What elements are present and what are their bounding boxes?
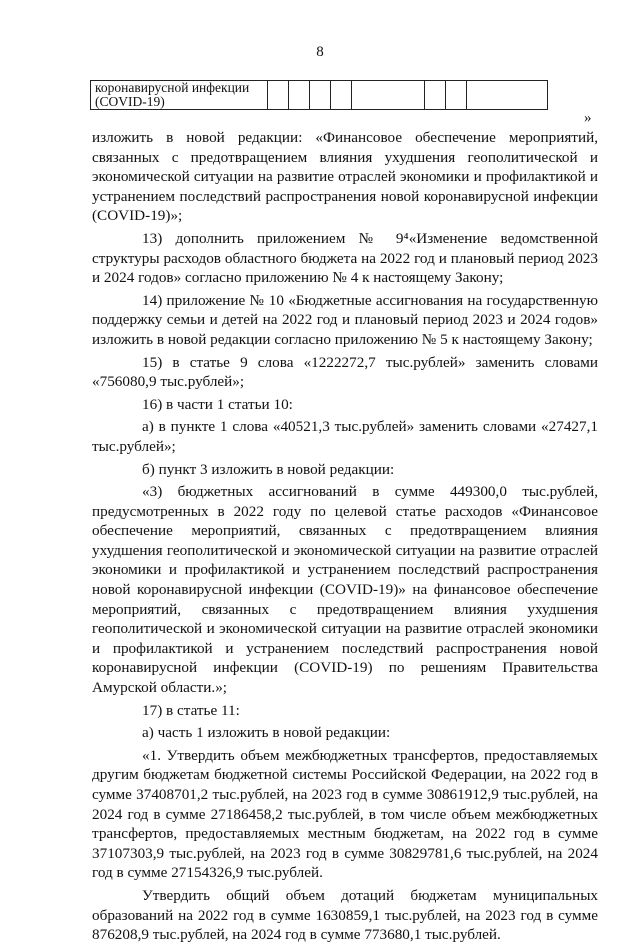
document-body [92, 128, 598, 948]
table-cell-empty [425, 81, 446, 110]
paragraph: б) пункт 3 изложить в новой редакции: [142, 460, 395, 478]
paragraph: изложить в новой редакции: «Финансовое обеспечение мероприятий, связанных с предотвращением влияния ухудшения геополитической и экономической ситуации на развитие отраслей экономики и профилактикой и устранением последствий распространения новой коронавирусной инфекции (COVID-19)»; [92, 129, 598, 225]
table-cell-empty [331, 81, 352, 110]
closing-quote: » [584, 110, 592, 126]
table-cell-text: коронавирусной инфекции (COVID-19) [91, 81, 268, 110]
paragraph: Утвердить общий объем дотаций бюджетам муниципальных образований на 2022 год в сумме 1630859,1 тыс.рублей, на 2023 год в сумме 876208,9 тыс.рублей, на 2024 год в сумме 773680,1 тыс.рублей. [92, 886, 598, 944]
paragraph: 14) приложение № 10 «Бюджетные ассигнования на государственную поддержку семьи и детей на 2022 год и плановый период 2023 и 2024 годов» изложить в новой редакции согласно приложению № 5 к настоящему Закону; [92, 291, 598, 348]
paragraph: 16) в части 1 статьи 10: [142, 395, 293, 413]
continued-table [90, 80, 548, 110]
paragraph: а) в пункте 1 слова «40521,3 тыс.рублей» заменить словами «27427,1 тыс.рублей»; [92, 418, 598, 455]
table-cell-empty [289, 81, 310, 110]
table-row [91, 81, 548, 110]
table-cell-empty [310, 81, 331, 110]
paragraph: 15) в статье 9 слова «1222272,7 тыс.рублей» заменить словами «756080,9 тыс.рублей»; [92, 353, 598, 391]
paragraph: 13) дополнить приложением № 9⁴«Изменение ведомственной структуры расходов областного бюджета на 2022 год и плановый период 2023 и 2024 годов» согласно приложению № 4 к настоящему Закону; [92, 229, 598, 287]
paragraph: «3) бюджетных ассигнований в сумме 449300,0 тыс.рублей, предусмотренных в 2022 году по целевой статье расходов «Финансовое обеспечение мероприятий, связанных с предотвращением влияния ухудшения геополитической и экономической ситуации на развитие отраслей экономики и профилактикой и устранением последствий распространения новой коронавирусной инфекции (COVID-19)» на финансовое обеспечение мероприятий, связанных с предотвращением влияния ухудшения геополитической и экономической ситуации на развитие отраслей экономики и профилактикой и устранением последствий распространения новой коронавирусной инфекции (COVID-19) по решениям Правительства Амурской области.»; [92, 483, 598, 697]
page-number: 8 [316, 44, 324, 60]
paragraph: «1. Утвердить объем межбюджетных трансфертов, предоставляемых другим бюджетам бюджетной системы Российской Федерации, на 2022 год в сумме 37408701,2 тыс.рублей, на 2023 год в сумме 30861912,9 тыс.рублей, на 2024 год в сумме 27186458,2 тыс.рублей, в том числе объем межбюджетных трансфертов, предоставляемых местным бюджетам, на 2022 год в сумме 37107303,9 тыс.рублей, на 2023 год в сумме 30829781,6 тыс.рублей, на 2024 год в сумме 27154326,9 тыс.рублей. [92, 746, 598, 882]
paragraph: 17) в статье 11: [142, 701, 240, 719]
table-cell-empty [268, 81, 289, 110]
table-cell-empty [446, 81, 467, 110]
table-cell-empty [467, 81, 548, 110]
table-cell-empty [352, 81, 425, 110]
paragraph: а) часть 1 изложить в новой редакции: [142, 724, 391, 742]
